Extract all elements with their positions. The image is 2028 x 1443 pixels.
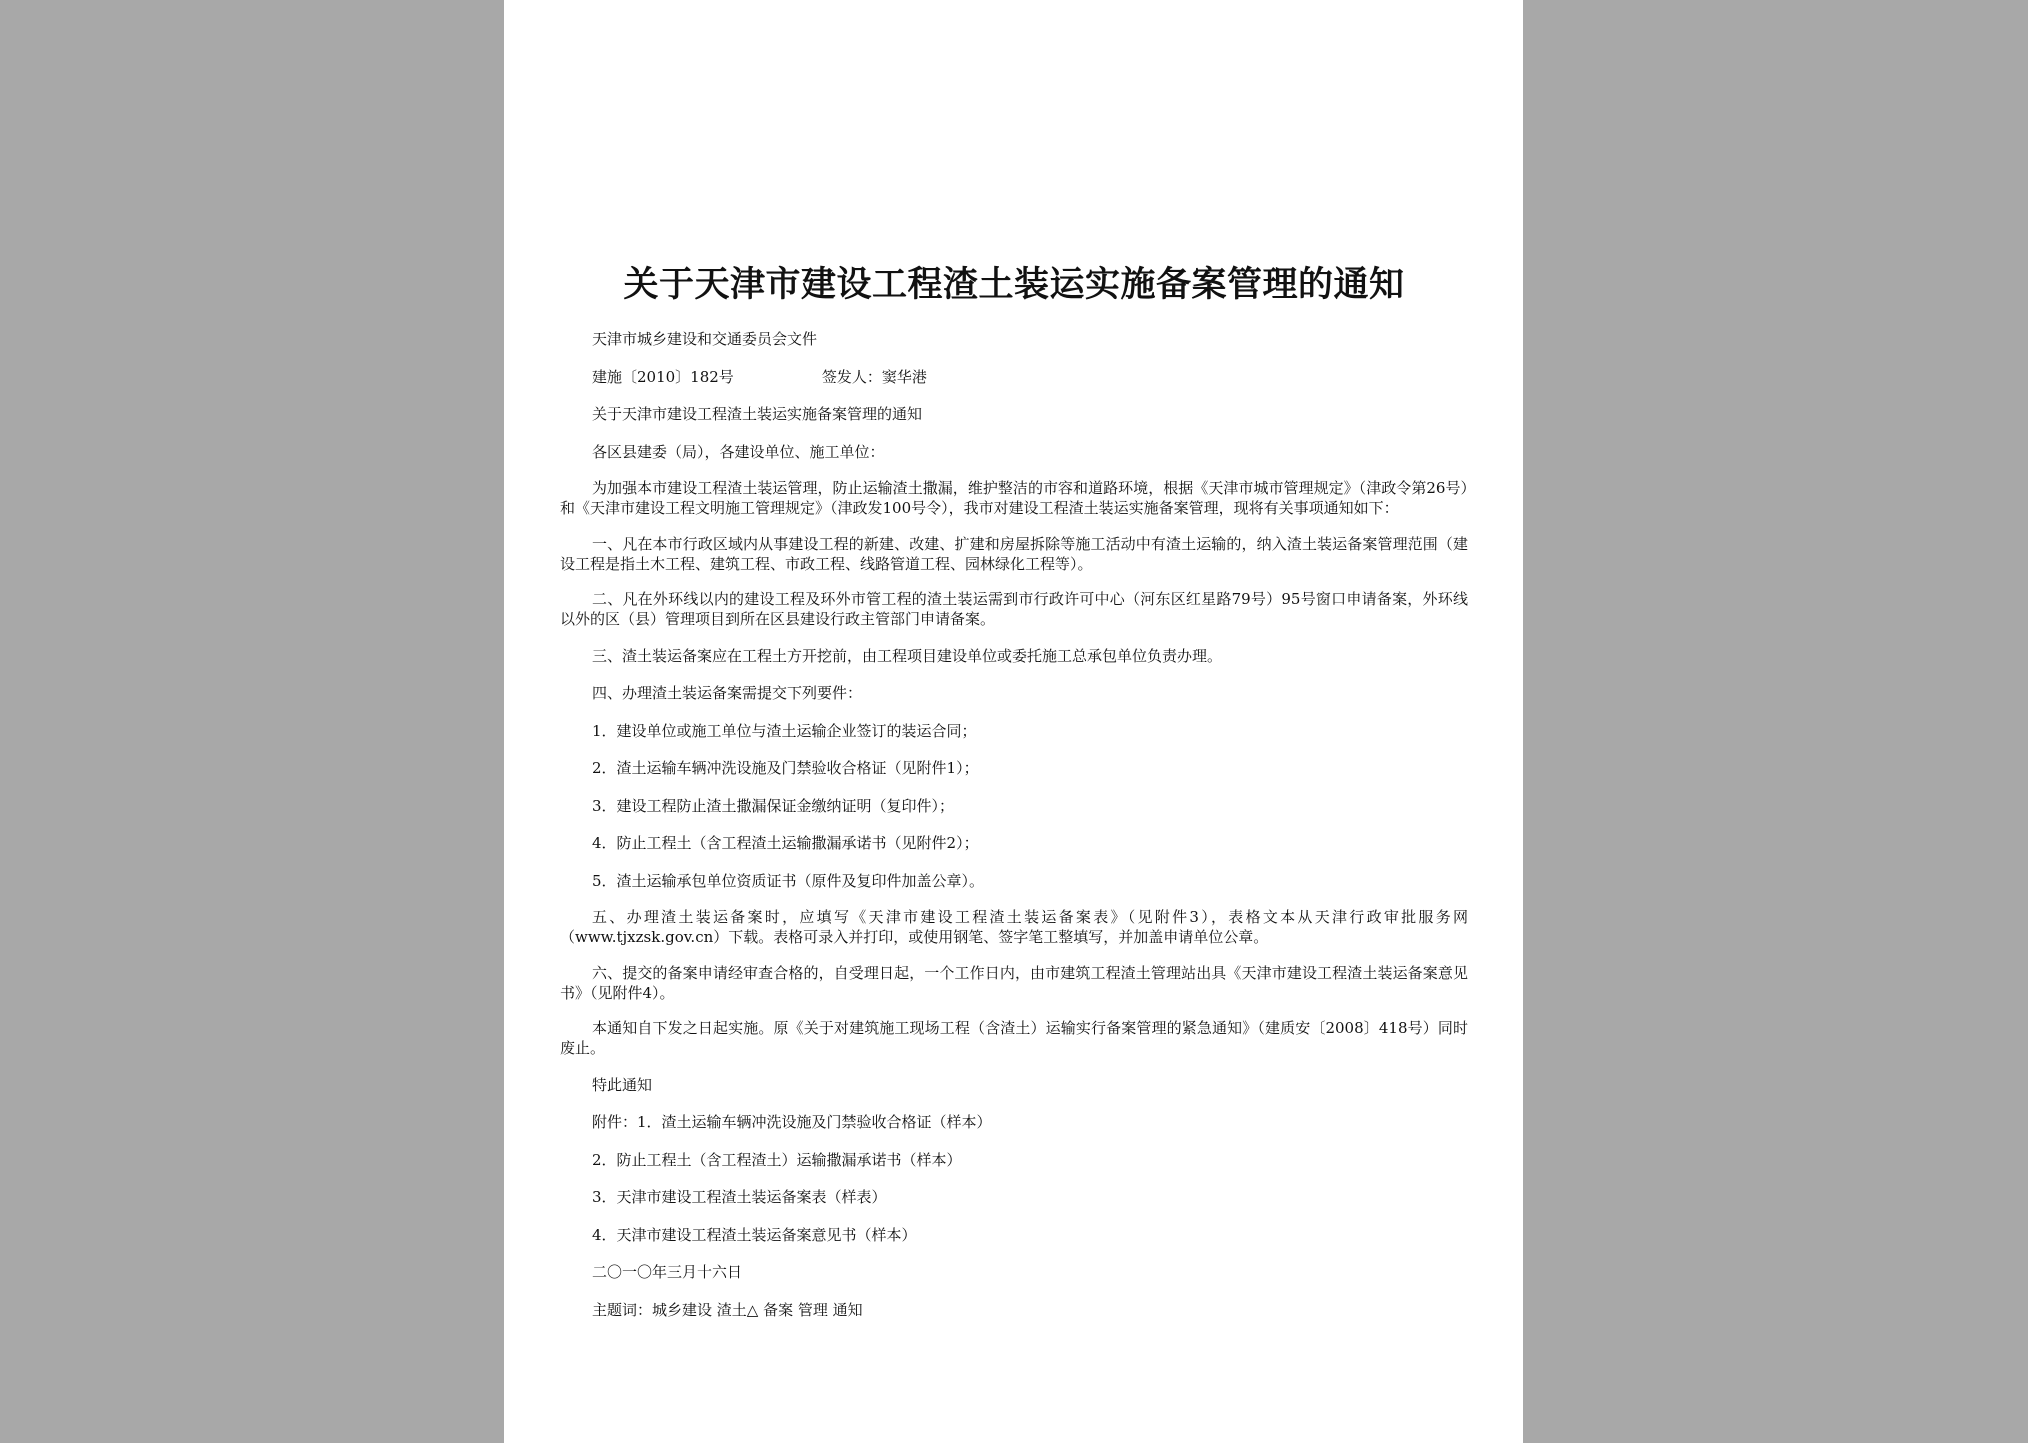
item-1-paragraph: 一、凡在本市行政区域内从事建设工程的新建、改建、扩建和房屋拆除等施工活动中有渣土运输的，纳入渣土装运备案管理范围（建设工程是指土木工程、建筑工程、市政工程、线路管道工程、园林绿化工程等）。 — [560, 534, 1468, 573]
requirement-1: 1．建设单位或施工单位与渣土运输企业签订的装运合同； — [592, 721, 977, 740]
item-6-paragraph: 六、提交的备案申请经审查合格的，自受理日起，一个工作日内，由市建筑工程渣土管理站出具《天津市建设工程渣土装运备案意见书》（见附件4）。 — [560, 963, 1468, 1002]
item-4-heading: 四、办理渣土装运备案需提交下列要件： — [592, 684, 863, 702]
document-subtitle: 关于天津市建设工程渣土装运实施备案管理的通知 — [592, 405, 923, 423]
attachment-3: 3．天津市建设工程渣土装运备案表（样表） — [592, 1188, 887, 1206]
salutation: 各区县建委（局），各建设单位、施工单位： — [592, 442, 885, 461]
effective-paragraph: 本通知自下发之日起实施。原《关于对建筑施工现场工程（含渣土）运输实行备案管理的紧急通知》（建质安〔2008〕418号）同时废止。 — [560, 1019, 1468, 1057]
attachment-2: 2．防止工程土（含工程渣土）运输撒漏承诺书（样本） — [592, 1150, 962, 1169]
document-title: 关于天津市建设工程渣土装运实施备案管理的通知 — [623, 264, 1405, 305]
item-2-paragraph: 二、凡在外环线以内的建设工程及环外市管工程的渣土装运需到市行政许可中心（河东区红星路79号）95号窗口申请备案，外环线以外的区（县）管理项目到所在区县建设行政主管部门申请备案。 — [560, 590, 1468, 628]
requirement-5: 5．渣土运输承包单位资质证书（原件及复印件加盖公章）。 — [592, 871, 985, 890]
attachment-4: 4．天津市建设工程渣土装运备案意见书（样本） — [592, 1225, 917, 1244]
document-content — [560, 258, 1468, 1336]
doc-number: 建施〔2010〕182号 — [592, 367, 734, 386]
closing-line: 特此通知 — [592, 1075, 653, 1094]
doc-number-row — [560, 366, 1468, 388]
document-page — [504, 0, 1523, 1443]
keywords-line: 主题词：城乡建设 渣土△ 备案 管理 通知 — [592, 1300, 863, 1319]
item-5-paragraph: 五、办理渣土装运备案时，应填写《天津市建设工程渣土装运备案表》（见附件3），表格文本从天津行政审批服务网（www.tjxzsk.gov.cn）下载。表格可录入并打印，或使用钢笔、签字笔工整填写，并加盖申请单位公章。 — [560, 908, 1468, 946]
attachment-1: 附件：1．渣土运输车辆冲洗设施及门禁验收合格证（样本） — [592, 1113, 992, 1131]
item-3-paragraph: 三、渣土装运备案应在工程土方开挖前，由工程项目建设单位或委托施工总承包单位负责办理。 — [592, 646, 1223, 665]
document-date: 二〇一〇年三月十六日 — [592, 1263, 743, 1281]
issuer-line: 天津市城乡建设和交通委员会文件 — [592, 330, 818, 348]
requirement-2: 2．渣土运输车辆冲洗设施及门禁验收合格证（见附件1）； — [592, 759, 979, 777]
intro-paragraph: 为加强本市建设工程渣土装运管理，防止运输渣土撒漏，维护整洁的市容和道路环境，根据《天津市城市管理规定》（津政令第26号）和《天津市建设工程文明施工管理规定》（津政发100号令），我市对建设工程渣土装运实施备案管理，现将有关事项通知如下： — [560, 479, 1468, 517]
signer: 签发人：窦华港 — [821, 367, 927, 386]
requirement-3: 3．建设工程防止渣土撒漏保证金缴纳证明（复印件）； — [592, 796, 955, 815]
requirement-4: 4．防止工程土（含工程渣土运输撒漏承诺书（见附件2）； — [592, 834, 979, 852]
